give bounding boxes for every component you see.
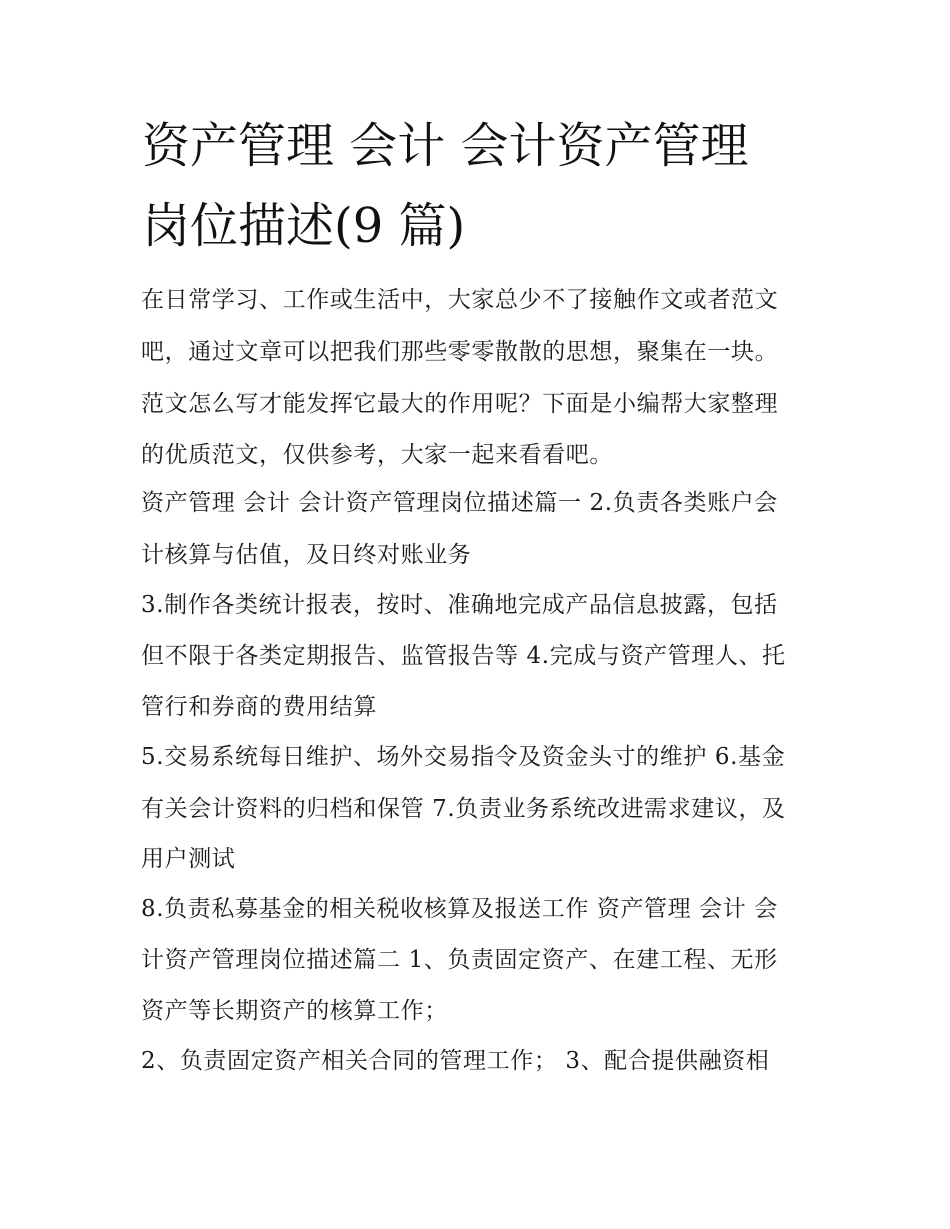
paragraph-line: 3.制作各类统计报表，按时、准确地完成产品信息披露，包括 bbox=[141, 592, 778, 618]
paragraph-line: 但不限于各类定期报告、监管报告等 4.完成与资产管理人、托 bbox=[141, 643, 786, 669]
paragraph-line: 资产管理 会计 会计资产管理岗位描述篇一 2.负责各类账户会 bbox=[141, 490, 778, 516]
paragraph-line: 资产等长期资产的核算工作； bbox=[141, 998, 448, 1024]
document-title-line-2: 岗位描述(9 篇) bbox=[142, 198, 466, 254]
paragraph-line: 在日常学习、工作或生活中，大家总少不了接触作文或者范文 bbox=[141, 287, 779, 313]
paragraph-line: 范文怎么写才能发挥它最大的作用呢？下面是小编帮大家整理 bbox=[141, 391, 779, 417]
paragraph-line: 2、负责固定资产相关合同的管理工作； 3、配合提供融资相 bbox=[141, 1048, 770, 1074]
paragraph-line: 吧，通过文章可以把我们那些零零散散的思想，聚集在一块。 bbox=[141, 339, 779, 365]
paragraph-line: 8.负责私募基金的相关税收核算及报送工作 资产管理 会计 会 bbox=[141, 896, 778, 922]
document-title-line-1: 资产管理 会计 会计资产管理 bbox=[142, 118, 749, 174]
paragraph-line: 用户测试 bbox=[141, 846, 236, 872]
paragraph-line: 5.交易系统每日维护、场外交易指令及资金头寸的维护 6.基金 bbox=[141, 744, 786, 770]
paragraph-line: 有关会计资料的归档和保管 7.负责业务系统改进需求建议，及 bbox=[141, 796, 786, 822]
paragraph-line: 计核算与估值，及日终对账业务 bbox=[141, 542, 472, 568]
paragraph-line: 计资产管理岗位描述篇二 1、负责固定资产、在建工程、无形 bbox=[141, 947, 778, 973]
paragraph-line: 的优质范文，仅供参考，大家一起来看看吧。 bbox=[141, 442, 613, 468]
paragraph-line: 管行和券商的费用结算 bbox=[141, 694, 377, 720]
